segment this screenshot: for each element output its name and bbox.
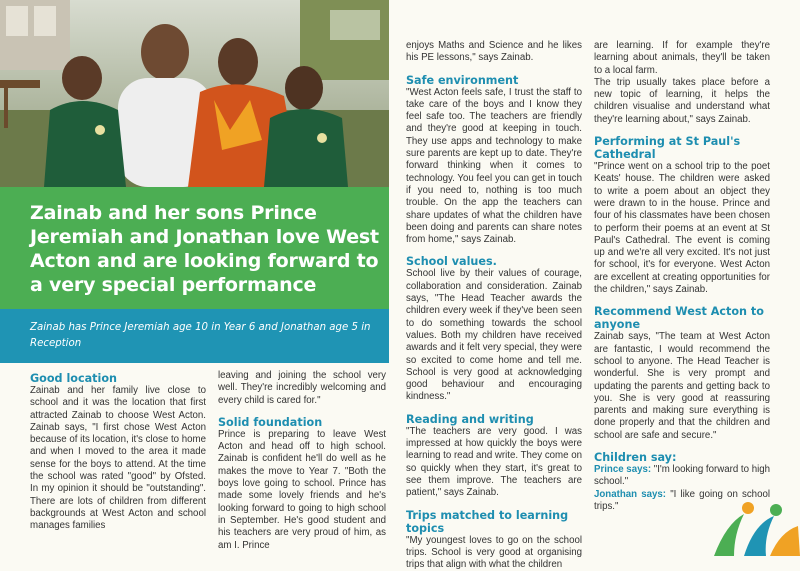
decorative-figures-icon [704, 494, 800, 556]
text-continued-col2: leaving and joining the school very well. They're incredibly welcoming and every child is cared for." [218, 370, 386, 407]
heading-school-values: School values. [406, 255, 582, 268]
column-4 [594, 40, 770, 513]
text-prince-quote: "I'm looking forward to high school." [594, 464, 770, 487]
column-3 [406, 40, 582, 571]
heading-performing: Performing at St Paul's Cathedral [594, 135, 770, 161]
text-safe-environment: "West Acton feels safe, I trust the staff to take care of the boys and I know they feel safe too. The teachers are friendly and they're good at keeping in touch. They use apps and technology to make sure parents are kept up to date. They're forward thinking when it comes to technology. You feel you can get in touch if you need to, nothing is too much trouble. On the app the teachers can share updates of what the children have been doing and parents can share notes from home," says Zainab. [406, 87, 582, 247]
text-jonathan-quote: "I like going on school trips." [594, 489, 770, 512]
text-solid-foundation: Prince is preparing to leave West Acton and head off to high school. Zainab is confident he'll do well as he makes the move to Year 7. "Both the boys love going to school. Prince has made some lovely friends and he's looking forward to going to high school in September. He's good student and his teachers are very proud of him, as am I. Prince [218, 429, 386, 552]
heading-good-location: Good location [30, 372, 206, 385]
subtitle-bar [0, 309, 389, 363]
text-good-location: Zainab and her family live close to school and it was the location that first attracted Zainab to choose West Acton. Zainab says, "I first chose West Acton because of its location, it's close to home and when I moved to the area it made sense for the boys to attend. At the time the school was rated "good" by Ofsted. In my opinion it should be "outstanding". There are lots of children from different backgrounds at West Acton and school manages families [30, 385, 206, 533]
heading-children-say: Children say: [594, 451, 770, 464]
heading-reading-writing: Reading and writing [406, 413, 582, 426]
heading-recommend: Recommend West Acton to anyone [594, 305, 770, 331]
hero-banner [0, 187, 389, 309]
label-prince: Prince says: [594, 464, 651, 475]
family-photo-illustration [0, 0, 389, 187]
text-performing: "Prince went on a school trip to the poet Keats' house. The children were asked to write a poem about an object they were drawn to in the house. Prince and four of his classmates have been chosen to perform their poems at an event at St Paul's Cathedral. The event is coming up and we're all very excited. It's not just for school, it's for everyone. West Acton are excellent at creating opportunities for the children," says Zainab. [594, 161, 770, 296]
heading-safe-environment: Safe environment [406, 74, 582, 87]
text-trip-topic: The trip usually takes place before a new topic of learning, it helps the children visualise and understand what they're learning about," says Zainab. [594, 77, 770, 126]
subtitle-text: Zainab has Prince Jeremiah age 10 in Year 6 and Jonathan age 5 in Reception [30, 320, 379, 352]
headline: Zainab and her sons Prince Jeremiah and Jonathan love West Acton and are looking forward to a very special performance [30, 201, 379, 297]
column-1 [30, 372, 206, 533]
text-reading-writing: "The teachers are very good. I was impressed at how quickly the boys were learning to read and write. They come on so quickly when they start, it's great to see them improve. The teachers are patient," says Zainab. [406, 426, 582, 500]
label-jonathan: Jonathan says: [594, 489, 666, 500]
column-2 [218, 370, 386, 552]
text-continued-col3: enjoys Maths and Science and he likes his PE lessons," says Zainab. [406, 40, 582, 65]
heading-trips: Trips matched to learning topics [406, 509, 582, 535]
quote-prince [594, 464, 770, 489]
text-recommend: Zainab says, "The team at West Acton are fantastic, I would recommend the school to anyone. The Head Teacher is wonderful. She is very prompt and updating the parents and getting back to you. She is very good at reassuring parents and making sure everything is done properly and that the children and school are safe and secure." [594, 331, 770, 442]
text-trips: "My youngest loves to go on the school trips. School is very good at organising trips that align with what the children [406, 535, 582, 571]
family-photo [0, 0, 389, 187]
text-school-values: School live by their values of courage, collaboration and consideration. Zainab says, "The Head Teacher awards the children every week if they've been seen to do something towards the school values. Both my children have received awards and it felt very special, they were so excited to come home and tell me. School is very good at acknowledging good behaviour and encouraging kindness." [406, 268, 582, 403]
heading-solid-foundation: Solid foundation [218, 416, 386, 429]
text-continued-col4: are learning. If for example they're learning about animals, they'll be taken to a local farm. [594, 40, 770, 77]
